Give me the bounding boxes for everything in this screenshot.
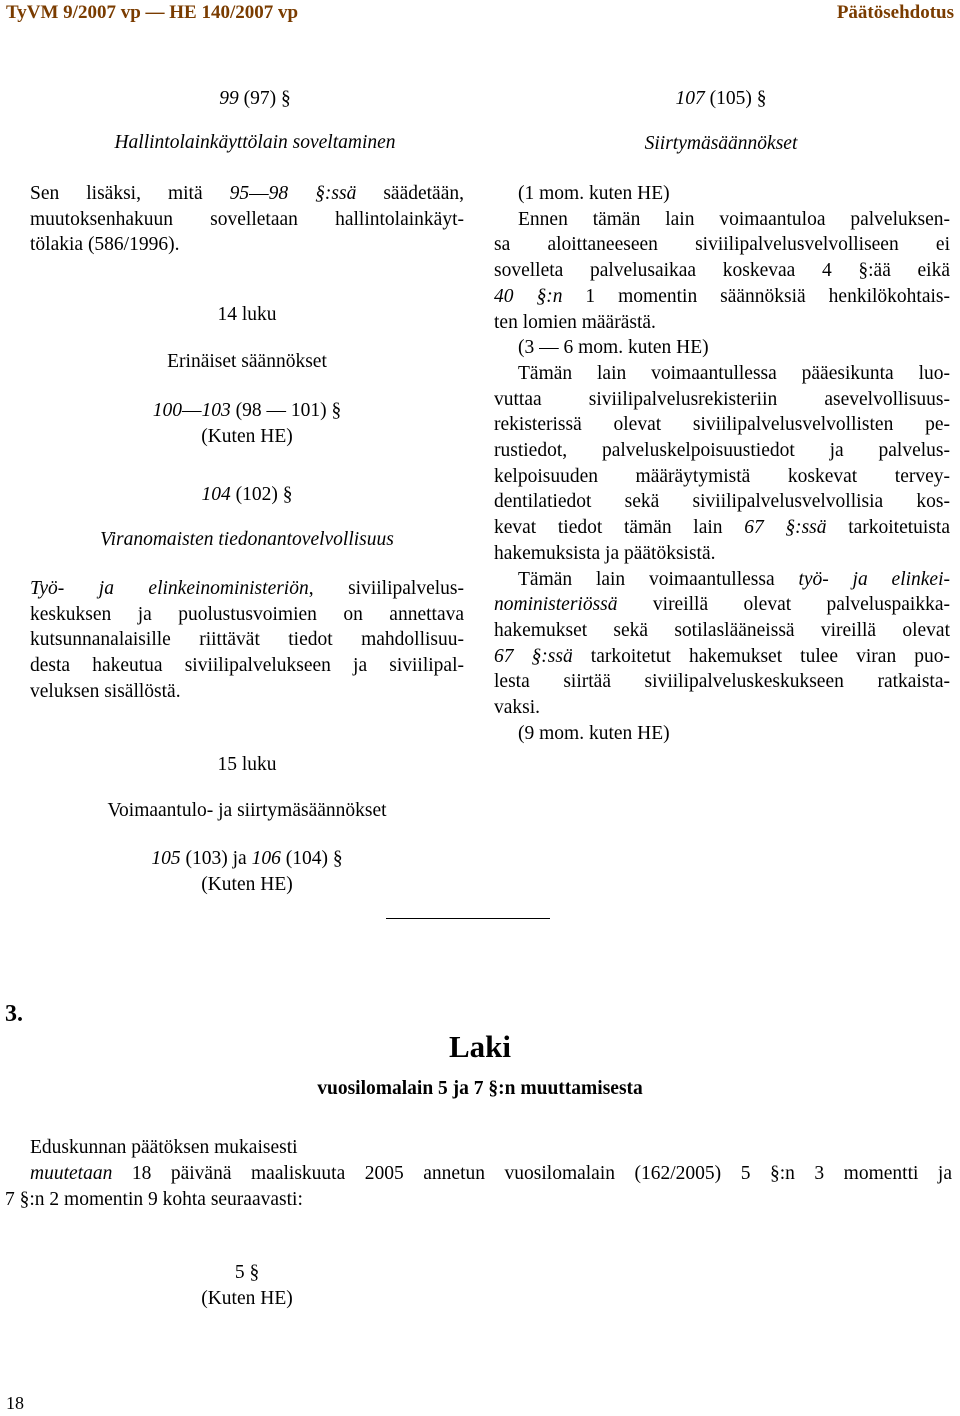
paragraph-line: 40 §:n 1 momentin säännöksiä henkilökohtais- [494, 286, 950, 307]
paragraph-line: rekisterissä olevat siviilipalvelusvelvollisten pe- [494, 414, 950, 435]
paragraph-line: keskuksen ja puolustusvoimien on annettava [30, 604, 464, 625]
paragraph-line: hakemukset sekä sotilaslääneissä vireillä olevat [494, 620, 950, 641]
paragraph-line: desta hakeutua siviilipalvelukseen ja siviilipal- [30, 655, 464, 676]
paragraph-line: sovelleta palvelusaikaa koskevaa 4 §:ää eikä [494, 260, 950, 281]
paragraph-line: Tämän lain voimaantullessa pääesikunta luo- [518, 363, 950, 384]
law-body-line: 7 §:n 2 momentin 9 kohta seuraavasti: [5, 1189, 303, 1210]
paragraph-line: kutsunnanalaisille riittävät tiedot mahdollisuu- [30, 629, 464, 650]
section-99-heading: 99 (97) § [219, 88, 291, 109]
paragraph-line: Tämän lain voimaantullessa työ- ja elinkei- [518, 569, 950, 590]
section-107-heading: 107 (105) § [675, 88, 767, 109]
paragraph-line: tölakia (586/1996). [30, 234, 180, 255]
paragraph-line: 67 §:ssä tarkoitetut hakemukset tulee viran puo- [494, 646, 950, 667]
chapter-15-title: Voimaantulo- ja siirtymäsäännökset [107, 800, 387, 821]
paragraph-line: noministeriössä vireillä olevat palveluspaikka- [494, 594, 950, 615]
paragraph-line: muutoksenhakuun sovelletaan hallintolainkäyt- [30, 209, 464, 230]
law-title: Laki [448, 1029, 512, 1064]
section-105-106-kuten: (Kuten HE) [201, 874, 293, 895]
chapter-15-heading: 15 luku [217, 754, 277, 775]
law-number: 3. [5, 1001, 23, 1027]
section-separator-rule [386, 918, 550, 919]
paragraph-line: Sen lisäksi, mitä 95—98 §:ssä säädetään, [30, 183, 464, 204]
running-header-left: TyVM 9/2007 vp — HE 140/2007 vp [6, 2, 299, 23]
section-104-title: Viranomaisten tiedonantovelvollisuus [100, 529, 394, 550]
section-5-heading: 5 § [234, 1262, 260, 1283]
paragraph-line: kevat tiedot tämän lain 67 §:ssä tarkoitetuista [494, 517, 950, 538]
paragraph-line: sa aloittaneeseen siviilipalvelusvelvolliseen ei [494, 234, 950, 255]
paragraph-line: (1 mom. kuten HE) [518, 183, 670, 204]
section-105-106-heading: 105 (103) ja 106 (104) § [151, 848, 343, 869]
section-107-title: Siirtymäsäännökset [644, 133, 798, 154]
page-number: 18 [6, 1393, 24, 1413]
law-intro: Eduskunnan päätöksen mukaisesti [30, 1137, 298, 1158]
paragraph-line: ten lomien määrästä. [494, 312, 656, 333]
section-100-103-kuten: (Kuten HE) [201, 426, 293, 447]
paragraph-line: vaksi. [494, 697, 541, 718]
section-99-title: Hallintolainkäyttölain soveltaminen [114, 132, 396, 153]
paragraph-line: dentilatiedot sekä siviilipalvelusvelvollisia kos- [494, 491, 950, 512]
paragraph-line: hakemuksista ja päätöksistä. [494, 543, 716, 564]
paragraph-line: (3 — 6 mom. kuten HE) [518, 337, 709, 358]
section-5-kuten: (Kuten HE) [201, 1288, 293, 1309]
paragraph-line: kelpoisuuden määräytymistä koskevat tervey- [494, 466, 950, 487]
paragraph-line: Työ- ja elinkeinoministeriön, siviilipalvelus- [30, 578, 464, 599]
law-body-line: muutetaan 18 päivänä maaliskuuta 2005 annetun vuosilomalain (162/2005) 5 §:n 3 momentti ja [30, 1163, 952, 1184]
paragraph-line: lesta siirtää siviilipalveluskeskukseen ratkaista- [494, 671, 950, 692]
running-header-right: Päätösehdotus [836, 2, 954, 23]
law-subtitle: vuosilomalain 5 ja 7 §:n muuttamisesta [317, 1078, 643, 1099]
paragraph-line: rustiedot, palveluskelpoisuustiedot ja palvelus- [494, 440, 950, 461]
chapter-14-title: Erinäiset säännökset [167, 351, 327, 372]
paragraph-line: (9 mom. kuten HE) [518, 723, 670, 744]
paragraph-line: vuttaa siviilipalvelusrekisteriin asevelvollisuus- [494, 389, 950, 410]
section-100-103-heading: 100—103 (98 — 101) § [152, 400, 342, 421]
chapter-14-heading: 14 luku [217, 304, 277, 325]
section-104-heading: 104 (102) § [201, 484, 293, 505]
paragraph-line: Ennen tämän lain voimaantuloa palveluksen- [518, 209, 950, 230]
paragraph-line: veluksen sisällöstä. [30, 681, 181, 702]
